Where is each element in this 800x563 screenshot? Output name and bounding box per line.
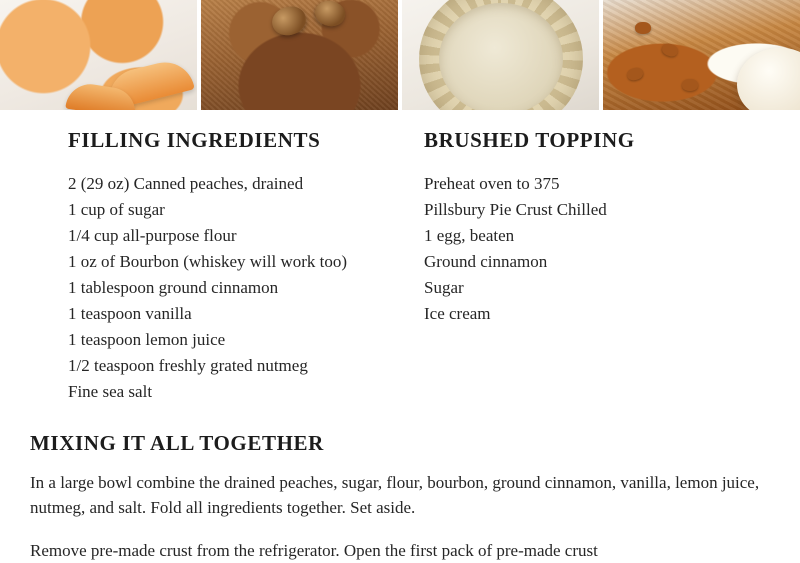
list-item: Ice cream <box>424 304 491 323</box>
brushed-topping-column <box>390 128 770 405</box>
list-item: 2 (29 oz) Canned peaches, drained <box>68 174 304 193</box>
photo-halved-fresh-peaches <box>0 0 197 110</box>
brushed-topping-list <box>424 171 770 327</box>
crumble-piece <box>682 79 698 91</box>
pie-crust-base <box>439 3 563 110</box>
list-item: 1 tablespoon ground cinnamon <box>68 278 279 297</box>
mixing-paragraph-one: In a large bowl combine the drained peaches, sugar, flour, bourbon, ground cinnamon, vanilla, lemon juice, nutmeg, and salt. Fold all ingredients together. Set aside. <box>30 473 760 517</box>
filling-ingredients-column <box>30 128 390 405</box>
photo-ground-cinnamon-and-nutmeg <box>201 0 398 110</box>
list-item: 1 cup of sugar <box>68 200 165 219</box>
filling-ingredients-list <box>68 171 390 405</box>
list-item: 1 teaspoon lemon juice <box>68 330 226 349</box>
list-item: 1/2 teaspoon freshly grated nutmeg <box>68 356 308 375</box>
list-item: Pillsbury Pie Crust Chilled <box>424 200 607 219</box>
list-item: 1 egg, beaten <box>424 226 515 245</box>
brushed-topping-heading: BRUSHED TOPPING <box>424 128 635 152</box>
list-item: Fine sea salt <box>68 382 153 401</box>
list-item: Ground cinnamon <box>424 252 548 271</box>
recipe-body <box>0 128 800 563</box>
list-item: 1 teaspoon vanilla <box>68 304 192 323</box>
filling-ingredients-heading: FILLING INGREDIENTS <box>68 128 321 152</box>
list-item: 1 oz of Bourbon (whiskey will work too) <box>68 252 348 271</box>
mixing-paragraph-two: Remove pre-made crust from the refrigerator. Open the first pack of pre-made crust <box>30 541 598 560</box>
photo-unbaked-pie-crust-in-dish <box>402 0 599 110</box>
list-item: 1/4 cup all-purpose flour <box>68 226 237 245</box>
crumble-piece <box>635 22 651 34</box>
photo-baked-peach-cobbler-with-ice-cream <box>603 0 800 110</box>
list-item: Preheat oven to 375 <box>424 174 560 193</box>
recipe-photo-strip <box>0 0 800 110</box>
ingredients-columns <box>30 128 770 405</box>
mixing-section-heading: MIXING IT ALL TOGETHER <box>30 431 324 455</box>
list-item: Sugar <box>424 278 464 297</box>
